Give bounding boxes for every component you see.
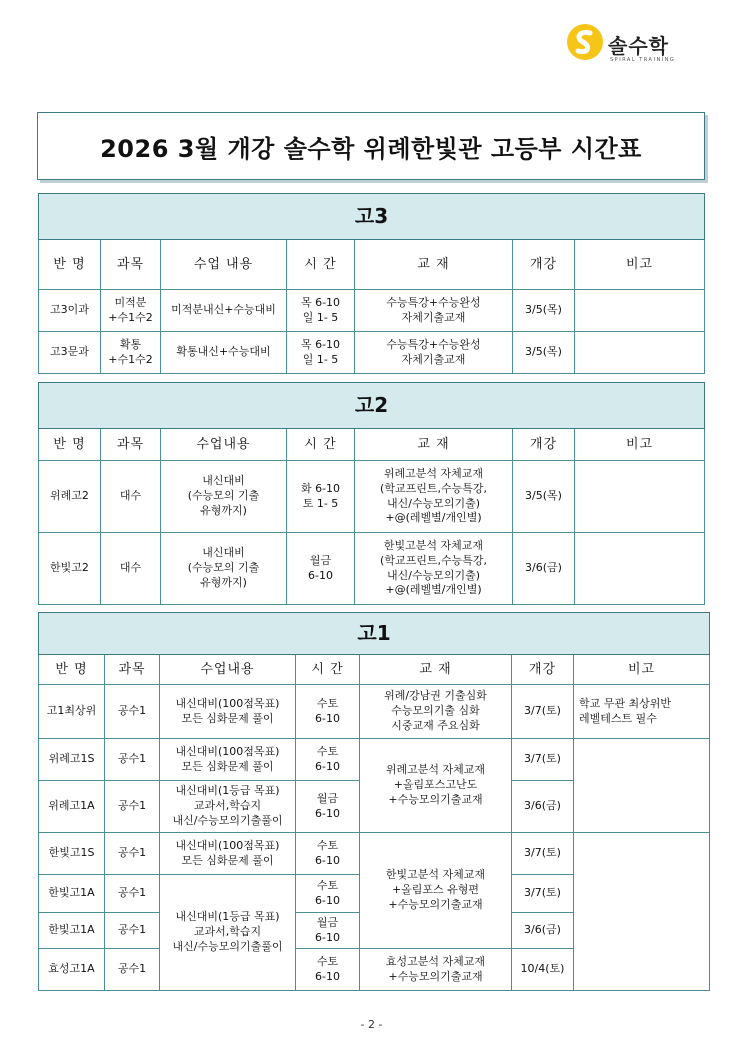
time: 월금 6-10 xyxy=(287,533,355,605)
start-date: 3/5(목) xyxy=(513,461,575,533)
start-date: 3/7(토) xyxy=(512,685,574,739)
col-subject: 과목 xyxy=(105,655,160,685)
subject: 대수 xyxy=(101,533,161,605)
class-name: 위례고2 xyxy=(39,461,101,533)
start-date: 3/6(금) xyxy=(513,533,575,605)
table-row xyxy=(39,332,705,374)
col-content: 수업내용 xyxy=(161,429,287,461)
col-subject: 과목 xyxy=(101,240,161,290)
subject: 공수1 xyxy=(105,875,160,913)
textbook: 위례/강남권 기출심화 수능모의기출 심화 시중교재 주요심화 xyxy=(360,685,512,739)
grade1-table xyxy=(38,612,710,991)
content: 내신대비(100점목표) 모든 심화문제 풀이 xyxy=(160,833,296,875)
col-textbook: 교 재 xyxy=(355,429,513,461)
spiral-logo-icon xyxy=(566,22,604,62)
time: 수토 6-10 xyxy=(296,949,360,991)
page-title: 2026 3월 개강 솔수학 위례한빛관 고등부 시간표 xyxy=(100,134,642,163)
col-time: 시 간 xyxy=(296,655,360,685)
class-name: 한빛고1S xyxy=(39,833,105,875)
col-class: 반 명 xyxy=(39,655,105,685)
col-start: 개강 xyxy=(513,429,575,461)
textbook: 위례고분석 자체교재 (학교프린트,수능특강, 내신/수능모의기출) +@(레벨별/개인별) xyxy=(355,461,513,533)
note xyxy=(575,533,705,605)
class-name: 한빛고2 xyxy=(39,533,101,605)
col-subject: 과목 xyxy=(101,429,161,461)
time: 수토 6-10 xyxy=(296,875,360,913)
class-name: 한빛고1A xyxy=(39,913,105,949)
content: 미적분내신+수능대비 xyxy=(161,290,287,332)
page-number: - 2 - xyxy=(360,1018,383,1031)
col-note: 비고 xyxy=(575,240,705,290)
table-row xyxy=(39,739,710,781)
textbook: 수능특강+수능완성 자체기출교재 xyxy=(355,290,513,332)
subject: 공수1 xyxy=(105,833,160,875)
table-row xyxy=(39,533,705,605)
note-empty-2 xyxy=(574,833,710,991)
note xyxy=(575,461,705,533)
grade1-header: 고1 xyxy=(39,613,710,655)
time: 화 6-10 토 1- 5 xyxy=(287,461,355,533)
class-name: 고1최상위 xyxy=(39,685,105,739)
content: 내신대비(100점목표) 모든 심화문제 풀이 xyxy=(160,685,296,739)
logo-subtitle: SPIRAL TRAINING xyxy=(610,57,676,63)
time: 월금 6-10 xyxy=(296,781,360,833)
col-class: 반 명 xyxy=(39,240,101,290)
content: 내신대비(100점목표) 모든 심화문제 풀이 xyxy=(160,739,296,781)
note: 학교 무관 최상위반 레벨테스트 필수 xyxy=(574,685,710,739)
grade2-table xyxy=(38,382,705,605)
grade3-header: 고3 xyxy=(39,194,705,240)
textbook: 효성고분석 자체교재 +수능모의기출교재 xyxy=(360,949,512,991)
start-date: 3/5(목) xyxy=(513,290,575,332)
col-start: 개강 xyxy=(512,655,574,685)
grade3-table xyxy=(38,193,705,374)
subject: 공수1 xyxy=(105,913,160,949)
class-name: 위례고1A xyxy=(39,781,105,833)
table-row xyxy=(39,290,705,332)
content: 확통내신+수능대비 xyxy=(161,332,287,374)
start-date: 3/6(금) xyxy=(512,781,574,833)
col-textbook: 교 재 xyxy=(355,240,513,290)
brand-logo xyxy=(566,22,706,66)
content: 내신대비 (수능모의 기출 유형까지) xyxy=(161,461,287,533)
start-date: 3/7(토) xyxy=(512,875,574,913)
time: 목 6-10 일 1- 5 xyxy=(287,332,355,374)
table-row xyxy=(39,461,705,533)
col-time: 시 간 xyxy=(287,240,355,290)
textbook-hanbit: 한빛고분석 자체교재 +올림포스 유형편 +수능모의기출교재 xyxy=(360,833,512,949)
table-row xyxy=(39,833,710,875)
time: 수토 6-10 xyxy=(296,739,360,781)
class-name: 고3문과 xyxy=(39,332,101,374)
subject: 공수1 xyxy=(105,739,160,781)
start-date: 3/7(토) xyxy=(512,739,574,781)
subject: 대수 xyxy=(101,461,161,533)
subject: 공수1 xyxy=(105,685,160,739)
col-note: 비고 xyxy=(574,655,710,685)
note-empty-1 xyxy=(574,739,710,833)
class-name: 위례고1S xyxy=(39,739,105,781)
textbook: 수능특강+수능완성 자체기출교재 xyxy=(355,332,513,374)
subject: 확통 +수1수2 xyxy=(101,332,161,374)
col-textbook: 교 재 xyxy=(360,655,512,685)
grade2-header: 고2 xyxy=(39,383,705,429)
class-name: 효성고1A xyxy=(39,949,105,991)
col-note: 비고 xyxy=(575,429,705,461)
start-date: 3/7(토) xyxy=(512,833,574,875)
title-banner xyxy=(37,112,705,180)
col-time: 시 간 xyxy=(287,429,355,461)
col-content: 수업 내용 xyxy=(161,240,287,290)
table-row xyxy=(39,685,710,739)
start-date: 3/6(금) xyxy=(512,913,574,949)
content-shared: 내신대비(1등급 목표) 교과서,학습지 내신/수능모의기출풀이 xyxy=(160,875,296,991)
col-start: 개강 xyxy=(513,240,575,290)
col-content: 수업내용 xyxy=(160,655,296,685)
time: 목 6-10 일 1- 5 xyxy=(287,290,355,332)
note xyxy=(575,332,705,374)
subject: 공수1 xyxy=(105,949,160,991)
start-date: 10/4(토) xyxy=(512,949,574,991)
note xyxy=(575,290,705,332)
textbook: 한빛고분석 자체교재 (학교프린트,수능특강, 내신/수능모의기출) +@(레벨별/개인별) xyxy=(355,533,513,605)
logo-wordmark: 솔수학 xyxy=(608,34,669,58)
time: 수토 6-10 xyxy=(296,685,360,739)
col-class: 반 명 xyxy=(39,429,101,461)
textbook-wirye: 위례고분석 자체교재 +올림포스고난도 +수능모의기출교재 xyxy=(360,739,512,833)
content: 내신대비(1등급 목표) 교과서,학습지 내신/수능모의기출풀이 xyxy=(160,781,296,833)
start-date: 3/5(목) xyxy=(513,332,575,374)
time: 월금 6-10 xyxy=(296,913,360,949)
class-name: 한빛고1A xyxy=(39,875,105,913)
content: 내신대비 (수능모의 기출 유형까지) xyxy=(161,533,287,605)
subject: 미적분 +수1수2 xyxy=(101,290,161,332)
class-name: 고3이과 xyxy=(39,290,101,332)
subject: 공수1 xyxy=(105,781,160,833)
time: 수토 6-10 xyxy=(296,833,360,875)
